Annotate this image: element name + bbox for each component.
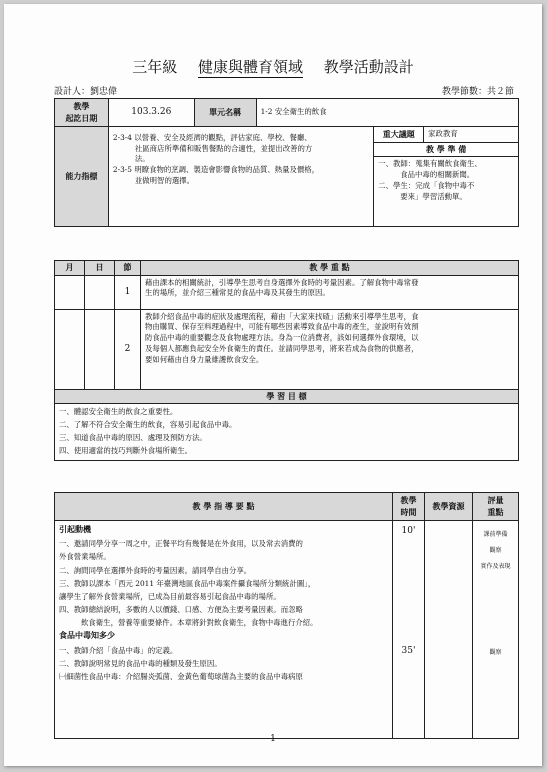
col-eval: 評量 重點 (473, 493, 519, 521)
issue-value: 家政教育 (424, 127, 519, 143)
col-resources: 教學資源 (425, 493, 473, 521)
document-title (4, 56, 542, 77)
grade-label: 三年級 (132, 58, 178, 76)
designer-label: 設計人：劉忠偉 (54, 87, 118, 97)
plan-table (54, 492, 519, 739)
unit-label: 單元名稱 (194, 99, 256, 127)
col-day: 日 (85, 261, 115, 276)
focus-text: 教師介紹食品中毒的症狀及處理流程，藉由「大家來找碴」活動來引導學生思考，食 物由購買、保存至料理過程中，可能有哪些因素導致食品中毒的產生，並說明有效預 防食品中毒的重要觀念及食物處理方法。身為一位消費者，該如何選擇外食環境，以 及每個人都應負起安全外食衛生的責任。並請同學思考，將來若成為食物的供應者， 要如何藉由自身力量維護飲食安全。 (141, 309, 519, 389)
time-value: 10' (401, 526, 416, 536)
section-title: 引起動機 (59, 525, 91, 534)
unit-value: 1-2 安全衛生的飲食 (256, 99, 518, 127)
goals-list (55, 404, 519, 461)
domain-label: 健康與體育領域 (197, 58, 303, 76)
table-row (55, 309, 519, 389)
col-points: 教 學 指 導 要 點 (55, 493, 393, 521)
date-value: 103.3.26 (108, 99, 194, 127)
periods-label: 教學節數：共２節 (441, 87, 514, 97)
period-number: 2 (115, 309, 141, 389)
table-row (55, 275, 519, 309)
col-period: 節 (115, 261, 141, 276)
ability-line: 社區商店所準備和販售餐點的合適性，並提出改善的方 (134, 143, 313, 153)
ability-label: 能力指標 (55, 127, 109, 227)
list-item: 三、知道食品中毒的原因、處理及預防方法。 (59, 433, 207, 443)
prep-content: 一、教師：蒐集有關飲食衛生、 食品中毒的相關新聞。 二、學生：完成「食物中毒不 要來」學習活動單。 (374, 157, 519, 227)
eval-column: 課前準備 觀察 實作及表現 觀察 (473, 521, 519, 739)
goals-label: 學 習 目 標 (55, 389, 519, 404)
plan-content: 引起動機 一、邀請同學分享一周之中，正餐平均有幾餐是在外食用，以及常去消費的 外食營業場所。 二、詢問同學在選擇外食時的考量因素。請同學自由分享。 三、教師以課本「西元 2011 年臺灣地區食品中毒案件攝食場所分類統計圖」， 讓學生了解外食營業場所，已成為目前最容易引起食品中毒的場所。 四、教師總結說明，多數的人以價錢、口感、方便為主要考量因素。而忽略 飲食衛生，營養等重要條件。本章將針對飲食衛生，食物中毒進行介紹。 食品中毒知多少 一、教師介紹「食品中毒」的定義。 二、教師說明常見的食品中毒的種類及發生原因。 ㈠細菌性食品中毒：介紹腸炎弧菌、金黃色葡萄球菌為主要的食品中毒病原 (55, 521, 393, 739)
document-page (4, 4, 542, 766)
ability-line: 並做明智的選擇。 (134, 175, 195, 185)
issue-label: 重大議題 (374, 127, 424, 143)
ability-line: 法。 (134, 154, 150, 164)
ability-line: 2-3-5 明瞭食物的烹調、製造會影響食物的品質、熱量及價格， (112, 165, 320, 175)
time-value: 35' (401, 646, 416, 656)
date-label-cell: 教學 起訖日期 (55, 99, 109, 127)
list-item: 四、使用適當的技巧判斷外食場所衛生。 (59, 446, 193, 456)
focus-text: 藉由課本的相關統計，引導學生思考自身選擇外食時的考量因素。了解食物中毒常發 生的場所，並介紹三種常見的食品中毒及其發生的原因。 (141, 275, 519, 309)
ability-line: 2-3-4 以營養、安全及經濟的觀點，評估家庭、學校、餐廳、 (112, 133, 312, 142)
list-item: 一、體認安全衛生的飲食之重要性。 (59, 407, 178, 417)
info-table (54, 98, 519, 227)
prep-label: 教 學 準 備 (374, 142, 519, 157)
section-title: 食品中毒知多少 (59, 631, 115, 641)
col-time: 教學 時間 (393, 493, 425, 521)
doc-title-label: 教學活動設計 (323, 58, 414, 76)
col-month: 月 (55, 261, 85, 276)
period-number: 1 (115, 275, 141, 309)
focus-table (54, 260, 519, 461)
list-item: 二、了解不符合安全衛生的飲食，容易引起食品中毒。 (59, 420, 237, 430)
ability-indicators (108, 127, 373, 227)
col-focus: 教 學 重 點 (141, 261, 519, 276)
time-column (393, 521, 425, 739)
page-number: 1 (270, 734, 276, 744)
